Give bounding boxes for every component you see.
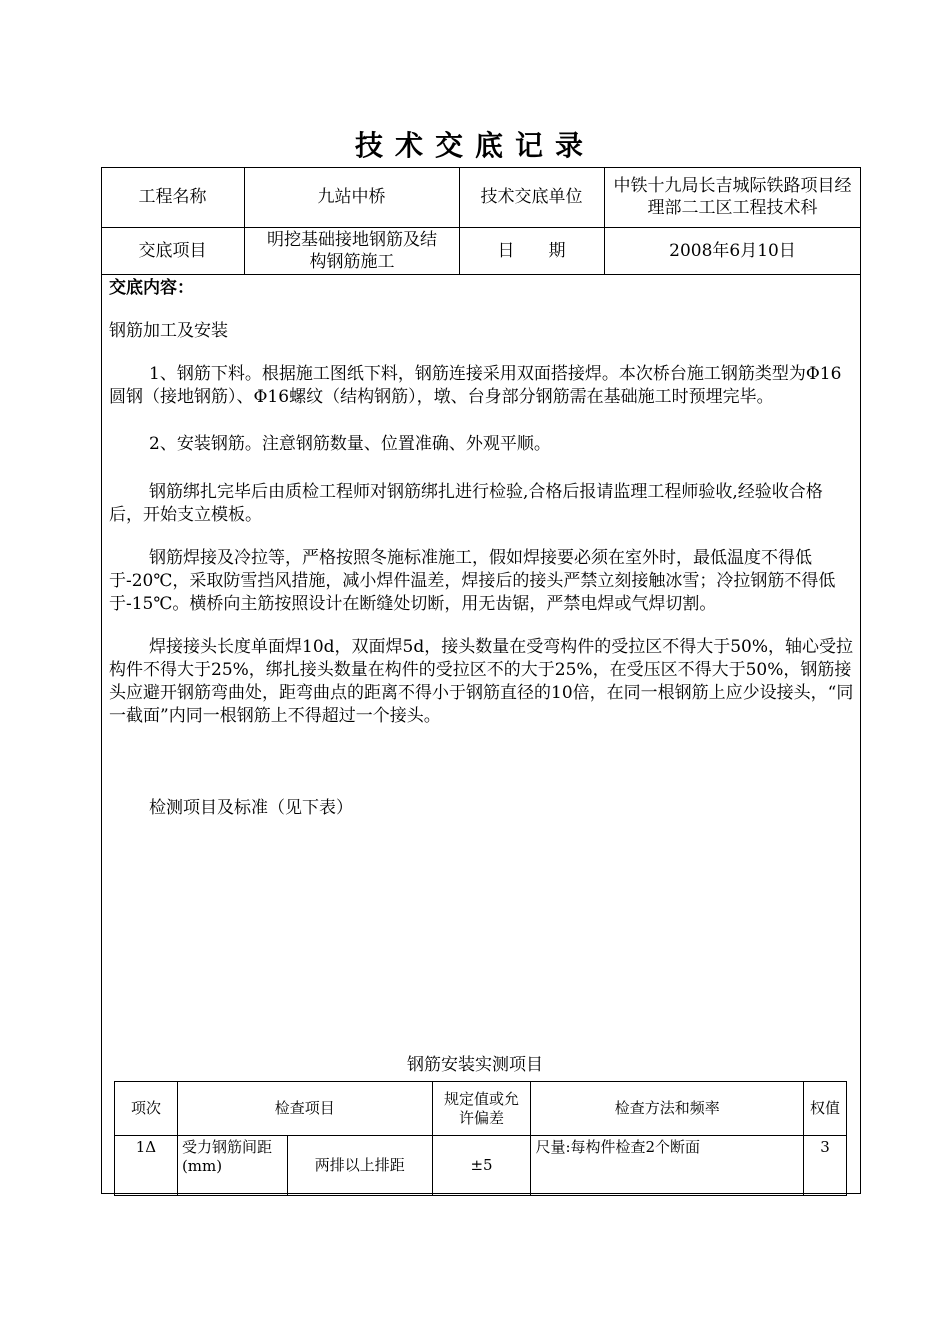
col-header-tolerance: 规定值或允许偏差	[432, 1082, 531, 1136]
content-label-text: 交底内容：	[109, 278, 194, 298]
paragraph-text: 焊接接头长度单面焊10d，双面焊5d，接头数量在受弯构件的受拉区不得大于50%，轴心受拉构件不得大于25%，绑扎接头数量在构件的受拉区不的大于25%，在受压区不得大于50%，钢筋接头应避开钢筋弯曲处，距弯曲点的距离不得小于钢筋直径的10倍，在同一根钢筋上应少设接头，“同一截面”内同一根钢筋上不得超过一个接头。	[109, 637, 854, 726]
unit-value: 中铁十九局长吉城际铁路项目经理部二工区工程技术科	[613, 176, 852, 218]
paragraph-4	[109, 547, 855, 616]
row-tolerance: ±5	[432, 1136, 531, 1196]
inspection-title: 钢筋安装实测项目	[407, 1055, 543, 1075]
inspection-table	[114, 1081, 847, 1196]
standards-note-text: 检测项目及标准（见下表）	[149, 798, 353, 818]
paragraph-2	[109, 433, 855, 456]
standards-note	[109, 797, 855, 820]
table-row	[115, 1136, 847, 1196]
date-value: 2008年6月10日	[669, 240, 796, 261]
project-name-label: 工程名称	[138, 187, 207, 207]
date-label: 日 期	[497, 240, 566, 261]
row-sub-item: 两排以上排距	[287, 1136, 432, 1196]
row-no: 1Δ	[115, 1136, 178, 1196]
content-heading	[109, 320, 855, 343]
col-header-no: 项次	[115, 1082, 178, 1136]
col-header-method: 检查方法和频率	[531, 1082, 804, 1136]
row-method: 尺量:每构件检查2个断面	[531, 1136, 804, 1196]
item-value: 明挖基础接地钢筋及结构钢筋施工	[267, 229, 437, 272]
inspection-header-row	[115, 1082, 847, 1136]
paragraph-1	[109, 363, 855, 409]
document-title: 技术交底记录	[354, 129, 595, 162]
item-label: 交底项目	[138, 240, 207, 261]
col-header-weight: 权值	[804, 1082, 847, 1136]
content-heading-text: 钢筋加工及安装	[109, 321, 228, 341]
col-header-item: 检查项目	[177, 1082, 432, 1136]
row-weight: 3	[804, 1136, 847, 1196]
unit-label: 技术交底单位	[480, 187, 583, 207]
paragraph-text: 钢筋焊接及冷拉等，严格按照冬施标准施工，假如焊接要必须在室外时，最低温度不得低于-20℃，采取防雪挡风措施，减小焊件温差，焊接后的接头严禁立刻接触冰雪；冷拉钢筋不得低于-15℃。横桥向主筋按照设计在断缝处切断，用无齿锯，严禁电焊或气焊切割。	[109, 548, 836, 614]
row-item: 受力钢筋间距(mm)	[177, 1136, 287, 1196]
content-label	[109, 277, 855, 300]
paragraph-text: 钢筋绑扎完毕后由质检工程师对钢筋绑扎进行检验,合格后报请监理工程师验收,经验收合格后，开始支立模板。	[109, 482, 823, 525]
paragraph-text: 2、安装钢筋。注意钢筋数量、位置准确、外观平顺。	[149, 434, 551, 454]
paragraph-text: 1、钢筋下料。根据施工图纸下料，钢筋连接采用双面搭接焊。本次桥台施工钢筋类型为Φ16圆钢（接地钢筋）、Φ16螺纹（结构钢筋），墩、台身部分钢筋需在基础施工时预埋完毕。	[109, 364, 842, 407]
row-divider	[101, 274, 861, 275]
project-name-value: 九站中桥	[317, 187, 386, 207]
paragraph-5	[109, 636, 855, 728]
paragraph-3	[109, 481, 855, 527]
